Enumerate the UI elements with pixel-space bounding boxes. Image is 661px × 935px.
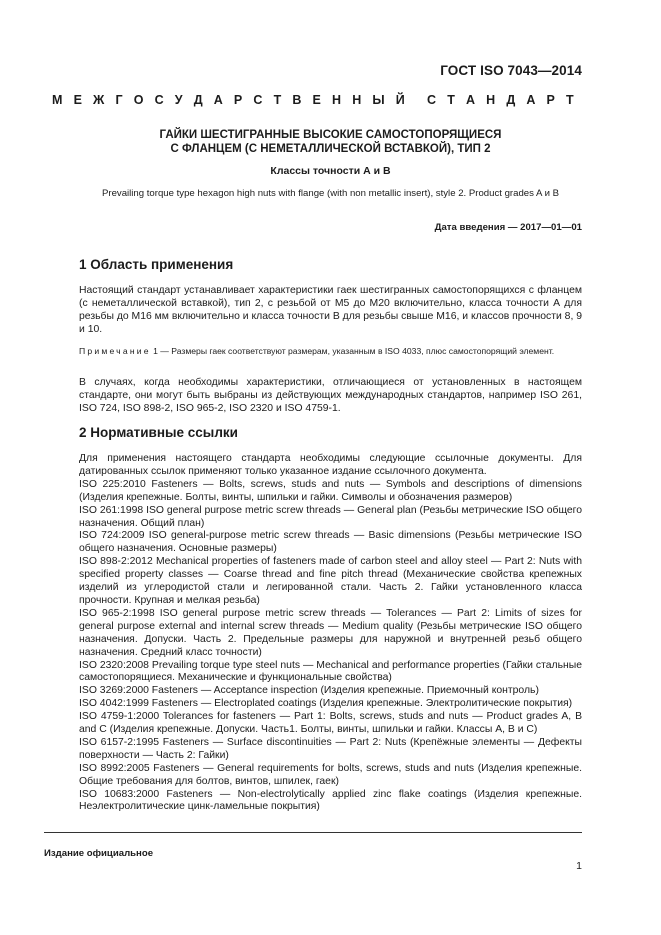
document-subtitle: Классы точности А и В <box>270 165 391 177</box>
banner-letter: Г <box>115 93 123 107</box>
banner-letter: А <box>465 93 475 107</box>
banner-letter: Ж <box>93 93 105 107</box>
reference-item: ISO 225:2010 Fasteners — Bolts, screws, studs and nuts — Symbols and descriptions of dimensions (Изделия крепежные. Болты, винты, шпильки и гайки. Символы и обозначения размеров) <box>79 478 582 503</box>
banner-letter: Н <box>332 93 342 107</box>
banner-letter: Д <box>193 93 203 107</box>
reference-item: ISO 10683:2000 Fasteners — Non-electrolytically applied zinc flake coatings (Изделия крепежные. Неэлектролитические цинк-ламельные покрытия) <box>79 788 582 813</box>
introduction-date: Дата введения — 2017—01—01 <box>434 222 582 233</box>
title-line-2: С ФЛАНЦЕМ (С НЕМЕТАЛЛИЧЕСКОЙ ВСТАВКОЙ), ТИП 2 <box>170 143 491 155</box>
reference-item: ISO 4759-1:2000 Tolerances for fasteners — Part 1: Bolts, screws, studs and nuts — Product grades A, B and C (Изделия крепежные. Допуски. Часть1. Болты, винты, шпильки и гайки. Классы А, В и С) <box>79 711 582 736</box>
paragraph-text: Настоящий стандарт устанавливает характеристики гаек шестигранных самостопорящихся с фланцем (с неметаллической вставкой), тип 2, с резьбой от M5 до M20 включительно, класса точности А для резьбы до M16 мм включительно и класса точности В для резьбы свыше M16, и классов прочности 8, 9 и 10. <box>79 285 583 335</box>
title-line-1: ГАЙКИ ШЕСТИГРАННЫЕ ВЫСОКИЕ САМОСТОПОРЯЩИЕСЯ <box>159 129 502 141</box>
banner-letter: С <box>154 93 164 107</box>
normative-references <box>79 453 582 814</box>
note-text: 1 — Размеры гаек соответствуют размерам, указанным в ISO 4033, плюс самостопорящий элемент. <box>150 346 555 356</box>
english-title: Prevailing torque type hexagon high nuts with flange (with non metallic insert), style 2. Product grades A и B <box>101 188 560 199</box>
footer-divider <box>44 832 582 833</box>
document-title <box>52 128 609 156</box>
reference-item: ISO 8992:2005 Fasteners — General requirements for bolts, screws, studs and nuts (Изделия крепежные. Общие требования для болтов, винтов, шпилек, гаек) <box>79 762 582 787</box>
reference-item: ISO 3269:2000 Fasteners — Acceptance inspection (Изделия крепежные. Приемочный контроль) <box>79 685 539 697</box>
references-intro: Для применения настоящего стандарта необходимы следующие ссылочные документы. Для датированных ссылок применяют только указанное издание ссылочного документа. <box>79 453 582 477</box>
banner-letter: Е <box>73 93 82 107</box>
reference-item: ISO 6157-2:1995 Fasteners — Surface discontinuities — Part 2: Nuts (Крепёжные элементы — Дефекты поверхности — Часть 2: Гайки) <box>79 736 582 761</box>
banner-letter: Ы <box>372 93 385 107</box>
reference-item: ISO 4042:1999 Fasteners — Electroplated coatings (Изделия крепежные. Электролитические покрытия) <box>79 698 573 710</box>
banner-letter: У <box>174 93 183 107</box>
reference-item: ISO 261:1998 ISO general purpose metric screw threads — General plan (Резьбы метрические ISO общего назначения. Общий план) <box>79 504 582 529</box>
section-1-paragraph-1 <box>79 285 582 337</box>
banner-letter: Т <box>566 93 574 107</box>
banner-letter: В <box>292 93 302 107</box>
banner-letter: А <box>213 93 223 107</box>
banner-letter: М <box>52 93 63 107</box>
section-2-heading: 2 Нормативные ссылки <box>79 425 238 440</box>
banner-letter: С <box>253 93 263 107</box>
banner-letter: Н <box>486 93 496 107</box>
banner-letter: Н <box>352 93 362 107</box>
note-label: Примечание <box>79 346 151 356</box>
banner-letter: Т <box>447 93 455 107</box>
interstate-standard-banner <box>52 93 574 107</box>
banner-letter: А <box>526 93 536 107</box>
reference-item: ISO 898-2:2012 Mechanical properties of fasteners made of carbon steel and alloy steel — Part 2: Nuts with specified property classes — Coarse thread and fine pitch thread (Механические свойства крепежных изделий из углеродистой стали и легированной стали. Часть 2. Гайки установленного класса прочности. Крупная и мелкая резьба) <box>79 556 582 606</box>
banner-letter: Р <box>233 93 243 107</box>
section-1-note <box>79 346 582 357</box>
page-number: 1 <box>576 860 582 872</box>
banner-letter: Е <box>312 93 321 107</box>
banner-letter: Д <box>506 93 516 107</box>
banner-letter: Т <box>273 93 282 107</box>
banner-letter: С <box>427 93 437 107</box>
reference-item: ISO 2320:2008 Prevailing torque type steel nuts — Mechanical and performance properties (Гайки стальные самостопорящиеся. Механические и функциональные свойства) <box>79 659 582 684</box>
section-1-paragraph-2: В случаях, когда необходимы характеристики, отличающиеся от установленных в настоящем стандарте, они могут быть выбраны из действующих международных стандартов, например ISO 261, ISO 724, ISO 898-2, ISO 965-2, ISO 2320 и ISO 4759-1. <box>79 377 582 414</box>
section-1-heading: 1 Область применения <box>79 257 234 272</box>
reference-item: ISO 724:2009 ISO general-purpose metric screw threads — Basic dimensions (Резьбы метрические ISO общего назначения. Основные размеры) <box>79 530 582 555</box>
banner-letter: О <box>133 93 144 107</box>
banner-letter: Р <box>546 93 555 107</box>
document-number: ГОСТ ISO 7043—2014 <box>440 63 582 78</box>
reference-item: ISO 965-2:1998 ISO general purpose metric screw threads — Tolerances — Part 2: Limits of sizes for general purpose external and internal screw threads — Medium quality (Резьбы метрические ISO общего назначения. Допуски. Часть 2. Предельные размеры для наружной и внутренней резьб общего назначения. Средний класс точности) <box>79 607 582 658</box>
banner-letter: Й <box>395 93 405 107</box>
edition-label: Издание официальное <box>44 848 154 859</box>
